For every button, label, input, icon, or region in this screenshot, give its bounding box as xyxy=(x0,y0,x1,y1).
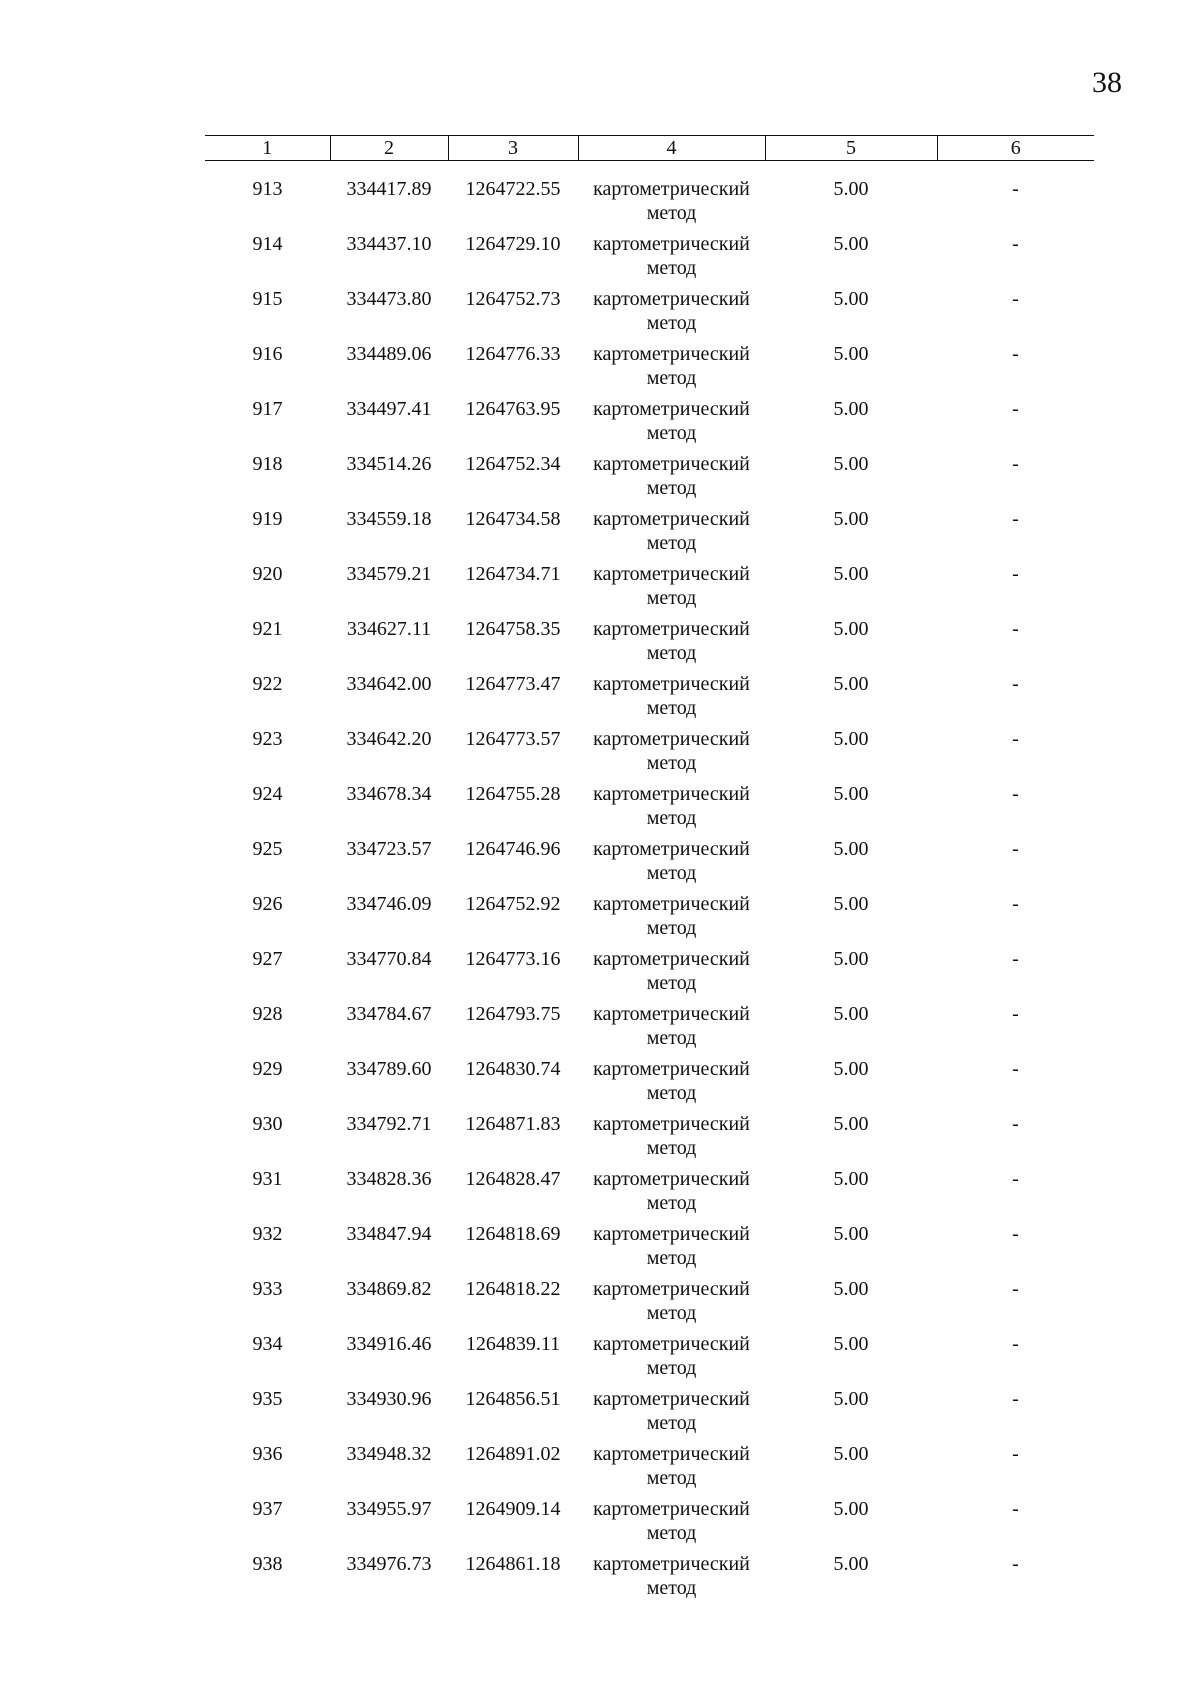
accuracy-cell: 5.00 xyxy=(833,1278,869,1300)
point-number-cell: 914 xyxy=(252,233,283,255)
x-coordinate-cell: 334746.09 xyxy=(346,893,432,915)
accuracy-cell: 5.00 xyxy=(833,673,869,695)
table-row xyxy=(205,287,1094,342)
method-line-1: картометрический xyxy=(593,728,750,750)
point-number-cell: 935 xyxy=(252,1388,283,1410)
accuracy-cell: 5.00 xyxy=(833,728,869,750)
method-line-1: картометрический xyxy=(593,1223,750,1245)
y-coordinate-cell: 1264773.57 xyxy=(465,728,561,750)
y-coordinate-cell: 1264734.71 xyxy=(465,563,561,585)
accuracy-cell: 5.00 xyxy=(833,838,869,860)
table-row xyxy=(205,947,1094,1002)
method-line-1: картометрический xyxy=(593,948,750,970)
point-number-cell: 937 xyxy=(252,1498,283,1520)
table-row xyxy=(205,1332,1094,1387)
method-line-2: метод xyxy=(646,917,697,939)
x-coordinate-cell: 334489.06 xyxy=(346,343,432,365)
note-cell: - xyxy=(1012,728,1019,750)
y-coordinate-cell: 1264722.55 xyxy=(465,178,561,200)
accuracy-cell: 5.00 xyxy=(833,233,869,255)
method-line-1: картометрический xyxy=(593,1388,750,1410)
table-header-row xyxy=(205,136,1094,161)
method-line-1: картометрический xyxy=(593,1278,750,1300)
method-cell xyxy=(578,1552,765,1607)
method-line-2: метод xyxy=(646,367,697,389)
method-line-1: картометрический xyxy=(593,288,750,310)
point-number-cell: 928 xyxy=(252,1003,283,1025)
method-cell xyxy=(578,947,765,1002)
method-line-1: картометрический xyxy=(593,1058,750,1080)
method-line-2: метод xyxy=(646,202,697,224)
accuracy-cell: 5.00 xyxy=(833,1223,869,1245)
method-cell xyxy=(578,1222,765,1277)
method-line-2: метод xyxy=(646,1412,697,1434)
accuracy-cell: 5.00 xyxy=(833,453,869,475)
method-cell xyxy=(578,837,765,892)
method-cell xyxy=(578,1387,765,1442)
y-coordinate-cell: 1264909.14 xyxy=(465,1498,561,1520)
method-line-1: картометрический xyxy=(593,618,750,640)
accuracy-cell: 5.00 xyxy=(833,1553,869,1575)
point-number-cell: 922 xyxy=(252,673,283,695)
table-row xyxy=(205,161,1094,233)
column-header: 5 xyxy=(765,136,937,161)
method-line-1: картометрический xyxy=(593,508,750,530)
accuracy-cell: 5.00 xyxy=(833,563,869,585)
note-cell: - xyxy=(1012,563,1019,585)
point-number-cell: 921 xyxy=(252,618,283,640)
method-line-1: картометрический xyxy=(593,1113,750,1135)
note-cell: - xyxy=(1012,618,1019,640)
method-line-2: метод xyxy=(646,1082,697,1104)
method-cell xyxy=(578,672,765,727)
y-coordinate-cell: 1264729.10 xyxy=(465,233,561,255)
table-row xyxy=(205,397,1094,452)
y-coordinate-cell: 1264752.92 xyxy=(465,893,561,915)
note-cell: - xyxy=(1012,948,1019,970)
x-coordinate-cell: 334770.84 xyxy=(346,948,432,970)
accuracy-cell: 5.00 xyxy=(833,1388,869,1410)
accuracy-cell: 5.00 xyxy=(833,508,869,530)
accuracy-cell: 5.00 xyxy=(833,1498,869,1520)
method-cell xyxy=(578,782,765,837)
method-line-2: метод xyxy=(646,312,697,334)
note-cell: - xyxy=(1012,1443,1019,1465)
x-coordinate-cell: 334559.18 xyxy=(346,508,432,530)
method-line-1: картометрический xyxy=(593,1498,750,1520)
method-line-1: картометрический xyxy=(593,563,750,585)
method-line-1: картометрический xyxy=(593,453,750,475)
table-row xyxy=(205,1222,1094,1277)
point-number-cell: 919 xyxy=(252,508,283,530)
note-cell: - xyxy=(1012,1058,1019,1080)
note-cell: - xyxy=(1012,893,1019,915)
note-cell: - xyxy=(1012,838,1019,860)
x-coordinate-cell: 334916.46 xyxy=(346,1333,432,1355)
table-row xyxy=(205,507,1094,562)
method-cell xyxy=(578,1277,765,1332)
x-coordinate-cell: 334579.21 xyxy=(346,563,432,585)
table-row xyxy=(205,1552,1094,1607)
y-coordinate-cell: 1264818.69 xyxy=(465,1223,561,1245)
method-cell xyxy=(578,1057,765,1112)
accuracy-cell: 5.00 xyxy=(833,1003,869,1025)
note-cell: - xyxy=(1012,1388,1019,1410)
x-coordinate-cell: 334678.34 xyxy=(346,783,432,805)
point-number-cell: 929 xyxy=(252,1058,283,1080)
method-line-2: метод xyxy=(646,1577,697,1599)
x-coordinate-cell: 334955.97 xyxy=(346,1498,432,1520)
accuracy-cell: 5.00 xyxy=(833,343,869,365)
y-coordinate-cell: 1264773.16 xyxy=(465,948,561,970)
table-row xyxy=(205,837,1094,892)
table-row xyxy=(205,1112,1094,1167)
note-cell: - xyxy=(1012,508,1019,530)
y-coordinate-cell: 1264793.75 xyxy=(465,1003,561,1025)
method-line-1: картометрический xyxy=(593,673,750,695)
method-cell xyxy=(578,1167,765,1222)
accuracy-cell: 5.00 xyxy=(833,1168,869,1190)
x-coordinate-cell: 334723.57 xyxy=(346,838,432,860)
accuracy-cell: 5.00 xyxy=(833,1058,869,1080)
method-line-2: метод xyxy=(646,642,697,664)
y-coordinate-cell: 1264752.73 xyxy=(465,288,561,310)
note-cell: - xyxy=(1012,1498,1019,1520)
method-cell xyxy=(578,1497,765,1552)
method-line-1: картометрический xyxy=(593,1443,750,1465)
y-coordinate-cell: 1264818.22 xyxy=(465,1278,561,1300)
table-row xyxy=(205,232,1094,287)
x-coordinate-cell: 334417.89 xyxy=(346,178,432,200)
column-header: 3 xyxy=(448,136,578,161)
accuracy-cell: 5.00 xyxy=(833,618,869,640)
point-number-cell: 913 xyxy=(252,178,283,200)
method-cell xyxy=(578,507,765,562)
x-coordinate-cell: 334828.36 xyxy=(346,1168,432,1190)
method-line-2: метод xyxy=(646,1137,697,1159)
x-coordinate-cell: 334930.96 xyxy=(346,1388,432,1410)
point-number-cell: 916 xyxy=(252,343,283,365)
note-cell: - xyxy=(1012,1333,1019,1355)
y-coordinate-cell: 1264856.51 xyxy=(465,1388,561,1410)
x-coordinate-cell: 334497.41 xyxy=(346,398,432,420)
point-number-cell: 938 xyxy=(252,1553,283,1575)
method-line-1: картометрический xyxy=(593,893,750,915)
x-coordinate-cell: 334784.67 xyxy=(346,1003,432,1025)
x-coordinate-cell: 334976.73 xyxy=(346,1553,432,1575)
x-coordinate-cell: 334437.10 xyxy=(346,233,432,255)
table-row xyxy=(205,452,1094,507)
method-cell xyxy=(578,452,765,507)
method-line-2: метод xyxy=(646,752,697,774)
y-coordinate-cell: 1264773.47 xyxy=(465,673,561,695)
method-line-1: картометрический xyxy=(593,398,750,420)
point-number-cell: 915 xyxy=(252,288,283,310)
x-coordinate-cell: 334847.94 xyxy=(346,1223,432,1245)
method-line-1: картометрический xyxy=(593,178,750,200)
y-coordinate-cell: 1264763.95 xyxy=(465,398,561,420)
table-row xyxy=(205,1167,1094,1222)
table-row xyxy=(205,1387,1094,1442)
note-cell: - xyxy=(1012,178,1019,200)
point-number-cell: 923 xyxy=(252,728,283,750)
method-cell xyxy=(578,397,765,452)
method-cell xyxy=(578,1112,765,1167)
y-coordinate-cell: 1264776.33 xyxy=(465,343,561,365)
note-cell: - xyxy=(1012,1278,1019,1300)
method-line-1: картометрический xyxy=(593,783,750,805)
method-line-2: метод xyxy=(646,1302,697,1324)
column-header: 1 xyxy=(205,136,330,161)
point-number-cell: 930 xyxy=(252,1113,283,1135)
method-line-1: картометрический xyxy=(593,838,750,860)
point-number-cell: 918 xyxy=(252,453,283,475)
method-line-2: метод xyxy=(646,862,697,884)
method-line-2: метод xyxy=(646,1467,697,1489)
column-header: 4 xyxy=(578,136,765,161)
method-line-2: метод xyxy=(646,1192,697,1214)
coordinates-table xyxy=(205,135,1094,1607)
x-coordinate-cell: 334627.11 xyxy=(346,618,432,640)
method-cell xyxy=(578,232,765,287)
method-cell xyxy=(578,1442,765,1497)
accuracy-cell: 5.00 xyxy=(833,1443,869,1465)
method-line-1: картометрический xyxy=(593,1553,750,1575)
method-line-2: метод xyxy=(646,1247,697,1269)
column-header: 6 xyxy=(937,136,1094,161)
y-coordinate-cell: 1264861.18 xyxy=(465,1553,561,1575)
point-number-cell: 936 xyxy=(252,1443,283,1465)
accuracy-cell: 5.00 xyxy=(833,398,869,420)
method-line-2: метод xyxy=(646,532,697,554)
y-coordinate-cell: 1264871.83 xyxy=(465,1113,561,1135)
point-number-cell: 934 xyxy=(252,1333,283,1355)
table-row xyxy=(205,1057,1094,1112)
point-number-cell: 924 xyxy=(252,783,283,805)
method-cell xyxy=(578,1332,765,1387)
accuracy-cell: 5.00 xyxy=(833,783,869,805)
method-line-2: метод xyxy=(646,422,697,444)
note-cell: - xyxy=(1012,1113,1019,1135)
table-row xyxy=(205,562,1094,617)
method-line-1: картометрический xyxy=(593,1333,750,1355)
note-cell: - xyxy=(1012,288,1019,310)
note-cell: - xyxy=(1012,1003,1019,1025)
accuracy-cell: 5.00 xyxy=(833,1333,869,1355)
x-coordinate-cell: 334514.26 xyxy=(346,453,432,475)
y-coordinate-cell: 1264752.34 xyxy=(465,453,561,475)
method-cell xyxy=(578,617,765,672)
x-coordinate-cell: 334869.82 xyxy=(346,1278,432,1300)
method-line-2: метод xyxy=(646,972,697,994)
method-line-2: метод xyxy=(646,807,697,829)
x-coordinate-cell: 334473.80 xyxy=(346,288,432,310)
point-number-cell: 932 xyxy=(252,1223,283,1245)
method-cell xyxy=(578,562,765,617)
method-line-2: метод xyxy=(646,257,697,279)
method-cell xyxy=(578,892,765,947)
note-cell: - xyxy=(1012,343,1019,365)
y-coordinate-cell: 1264734.58 xyxy=(465,508,561,530)
method-cell xyxy=(578,161,765,233)
y-coordinate-cell: 1264828.47 xyxy=(465,1168,561,1190)
method-line-1: картометрический xyxy=(593,233,750,255)
method-line-1: картометрический xyxy=(593,1003,750,1025)
table-row xyxy=(205,892,1094,947)
x-coordinate-cell: 334642.20 xyxy=(346,728,432,750)
method-cell xyxy=(578,287,765,342)
method-cell xyxy=(578,727,765,782)
point-number-cell: 931 xyxy=(252,1168,283,1190)
y-coordinate-cell: 1264746.96 xyxy=(465,838,561,860)
y-coordinate-cell: 1264891.02 xyxy=(465,1443,561,1465)
x-coordinate-cell: 334948.32 xyxy=(346,1443,432,1465)
y-coordinate-cell: 1264758.35 xyxy=(465,618,561,640)
x-coordinate-cell: 334642.00 xyxy=(346,673,432,695)
y-coordinate-cell: 1264755.28 xyxy=(465,783,561,805)
point-number-cell: 926 xyxy=(252,893,283,915)
note-cell: - xyxy=(1012,1223,1019,1245)
x-coordinate-cell: 334792.71 xyxy=(346,1113,432,1135)
method-line-1: картометрический xyxy=(593,343,750,365)
point-number-cell: 927 xyxy=(252,948,283,970)
point-number-cell: 920 xyxy=(252,563,283,585)
table-row xyxy=(205,1497,1094,1552)
note-cell: - xyxy=(1012,1168,1019,1190)
page-number: 38 xyxy=(1092,66,1122,99)
table-row xyxy=(205,782,1094,837)
note-cell: - xyxy=(1012,398,1019,420)
method-line-2: метод xyxy=(646,1522,697,1544)
method-cell xyxy=(578,342,765,397)
method-cell xyxy=(578,1002,765,1057)
note-cell: - xyxy=(1012,233,1019,255)
x-coordinate-cell: 334789.60 xyxy=(346,1058,432,1080)
note-cell: - xyxy=(1012,1553,1019,1575)
point-number-cell: 917 xyxy=(252,398,283,420)
table-row xyxy=(205,1002,1094,1057)
accuracy-cell: 5.00 xyxy=(833,1113,869,1135)
method-line-2: метод xyxy=(646,1027,697,1049)
column-header: 2 xyxy=(330,136,448,161)
method-line-2: метод xyxy=(646,587,697,609)
note-cell: - xyxy=(1012,783,1019,805)
point-number-cell: 925 xyxy=(252,838,283,860)
method-line-2: метод xyxy=(646,697,697,719)
table-row xyxy=(205,672,1094,727)
table-row xyxy=(205,727,1094,782)
y-coordinate-cell: 1264830.74 xyxy=(465,1058,561,1080)
method-line-1: картометрический xyxy=(593,1168,750,1190)
table-row xyxy=(205,342,1094,397)
table-body xyxy=(205,161,1094,1608)
table-row xyxy=(205,617,1094,672)
note-cell: - xyxy=(1012,673,1019,695)
y-coordinate-cell: 1264839.11 xyxy=(465,1333,561,1355)
method-line-2: метод xyxy=(646,1357,697,1379)
accuracy-cell: 5.00 xyxy=(833,178,869,200)
accuracy-cell: 5.00 xyxy=(833,948,869,970)
accuracy-cell: 5.00 xyxy=(833,288,869,310)
point-number-cell: 933 xyxy=(252,1278,283,1300)
note-cell: - xyxy=(1012,453,1019,475)
method-line-2: метод xyxy=(646,477,697,499)
accuracy-cell: 5.00 xyxy=(833,893,869,915)
table-row xyxy=(205,1442,1094,1497)
table-row xyxy=(205,1277,1094,1332)
